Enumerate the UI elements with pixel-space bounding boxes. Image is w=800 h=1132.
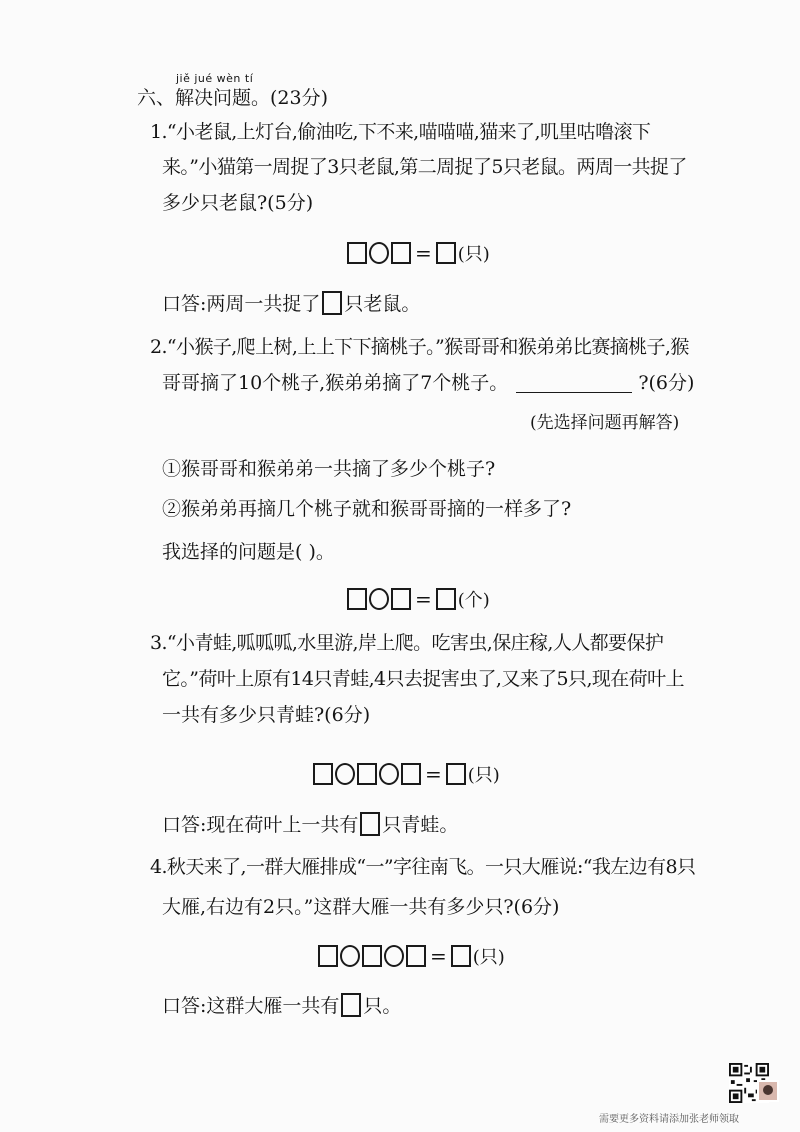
q2-equation bbox=[347, 586, 490, 612]
q3-operand-box[interactable] bbox=[357, 763, 377, 785]
q2-unit: (个) bbox=[457, 590, 490, 611]
q3-operand-box[interactable] bbox=[401, 763, 421, 785]
q3-line-1: 3.“小青蛙,呱呱呱,水里游,岸上爬。吃害虫,保庄稼,人人都要保护 bbox=[150, 632, 664, 654]
q2-operand-box[interactable] bbox=[347, 588, 367, 610]
q4-operand-box[interactable] bbox=[362, 945, 382, 967]
q1-operand-box[interactable] bbox=[347, 242, 367, 264]
equals-sign: = bbox=[430, 944, 447, 968]
q4-answer-suffix: 只。 bbox=[363, 995, 402, 1017]
q1-answer-box[interactable] bbox=[322, 291, 342, 315]
q4-line-2: 大雁,右边有2只。”这群大雁一共有多少只?(6分) bbox=[162, 896, 560, 918]
q4-line-1: 4.秋天来了,一群大雁排成“一”字往南飞。一只大雁说:“我左边有8只 bbox=[150, 856, 696, 878]
q3-equation bbox=[313, 761, 500, 787]
q4-equation bbox=[318, 943, 505, 969]
q2-result-box[interactable] bbox=[436, 588, 456, 610]
q1-line-3: 多少只老鼠?(5分) bbox=[162, 192, 314, 214]
q4-operator-circle[interactable] bbox=[340, 945, 360, 967]
q1-line-2: 来。”小猫第一周捉了3只老鼠,第二周捉了5只老鼠。两周一共捉了 bbox=[162, 156, 687, 178]
q2-choice[interactable]: 我选择的问题是( )。 bbox=[162, 541, 335, 563]
q2-note: (先选择问题再解答) bbox=[530, 413, 680, 433]
q3-answer-text: 口答:现在荷叶上一共有 bbox=[162, 814, 359, 836]
q1-unit: (只) bbox=[457, 244, 490, 265]
q1-answer-text: 口答:两周一共捉了 bbox=[162, 293, 321, 315]
q1-answer bbox=[162, 291, 420, 315]
q3-operator-circle[interactable] bbox=[335, 763, 355, 785]
footer-contact-text: 需要更多资料请添加张老师领取 bbox=[599, 1114, 739, 1125]
q4-operand-box[interactable] bbox=[406, 945, 426, 967]
q3-answer-suffix: 只青蛙。 bbox=[382, 814, 459, 836]
q4-answer-box[interactable] bbox=[341, 993, 361, 1017]
q2-option-1[interactable]: ①猴哥哥和猴弟弟一共摘了多少个桃子? bbox=[162, 458, 496, 480]
q3-operator-circle[interactable] bbox=[379, 763, 399, 785]
avatar-face-icon bbox=[763, 1085, 773, 1095]
equals-sign: = bbox=[425, 762, 442, 786]
q1-operator-circle[interactable] bbox=[369, 242, 389, 264]
q2-operand-box[interactable] bbox=[391, 588, 411, 610]
section-title: 六、解决问题。(23分) bbox=[137, 87, 329, 109]
q1-equation bbox=[347, 240, 490, 266]
q2-line-2-tail: ?(6分) bbox=[638, 372, 695, 394]
q1-operand-box[interactable] bbox=[391, 242, 411, 264]
q3-line-2: 它。”荷叶上原有14只青蛙,4只去捉害虫了,又来了5只,现在荷叶上 bbox=[162, 668, 684, 690]
q3-operand-box[interactable] bbox=[313, 763, 333, 785]
q2-line-2-text: 哥哥摘了10个桃子,猴弟弟摘了7个桃子。 bbox=[162, 372, 509, 394]
section-title-pinyin: jiě jué wèn tí bbox=[176, 72, 254, 85]
q1-answer-suffix: 只老鼠。 bbox=[344, 293, 421, 315]
avatar bbox=[757, 1080, 779, 1102]
q3-result-box[interactable] bbox=[446, 763, 466, 785]
q4-unit: (只) bbox=[472, 947, 505, 968]
equals-sign: = bbox=[415, 587, 432, 611]
q1-line-1: 1.“小老鼠,上灯台,偷油吃,下不来,喵喵喵,猫来了,叽里咕噜滚下 bbox=[150, 121, 651, 143]
q3-answer bbox=[162, 812, 458, 836]
q4-answer-text: 口答:这群大雁一共有 bbox=[162, 995, 340, 1017]
q4-operand-box[interactable] bbox=[318, 945, 338, 967]
q4-result-box[interactable] bbox=[451, 945, 471, 967]
q2-line-1: 2.“小猴子,爬上树,上上下下摘桃子。”猴哥哥和猴弟弟比赛摘桃子,猴 bbox=[150, 336, 689, 358]
q2-line-2 bbox=[162, 374, 694, 393]
q3-line-3: 一共有多少只青蛙?(6分) bbox=[162, 704, 371, 726]
q2-operator-circle[interactable] bbox=[369, 588, 389, 610]
q2-question-blank[interactable] bbox=[516, 374, 632, 393]
q4-operator-circle[interactable] bbox=[384, 945, 404, 967]
equals-sign: = bbox=[415, 241, 432, 265]
q3-answer-box[interactable] bbox=[360, 812, 380, 836]
q3-unit: (只) bbox=[467, 765, 500, 786]
q4-answer bbox=[162, 993, 401, 1017]
q2-option-2[interactable]: ②猴弟弟再摘几个桃子就和猴哥哥摘的一样多了? bbox=[162, 498, 572, 520]
q1-result-box[interactable] bbox=[436, 242, 456, 264]
